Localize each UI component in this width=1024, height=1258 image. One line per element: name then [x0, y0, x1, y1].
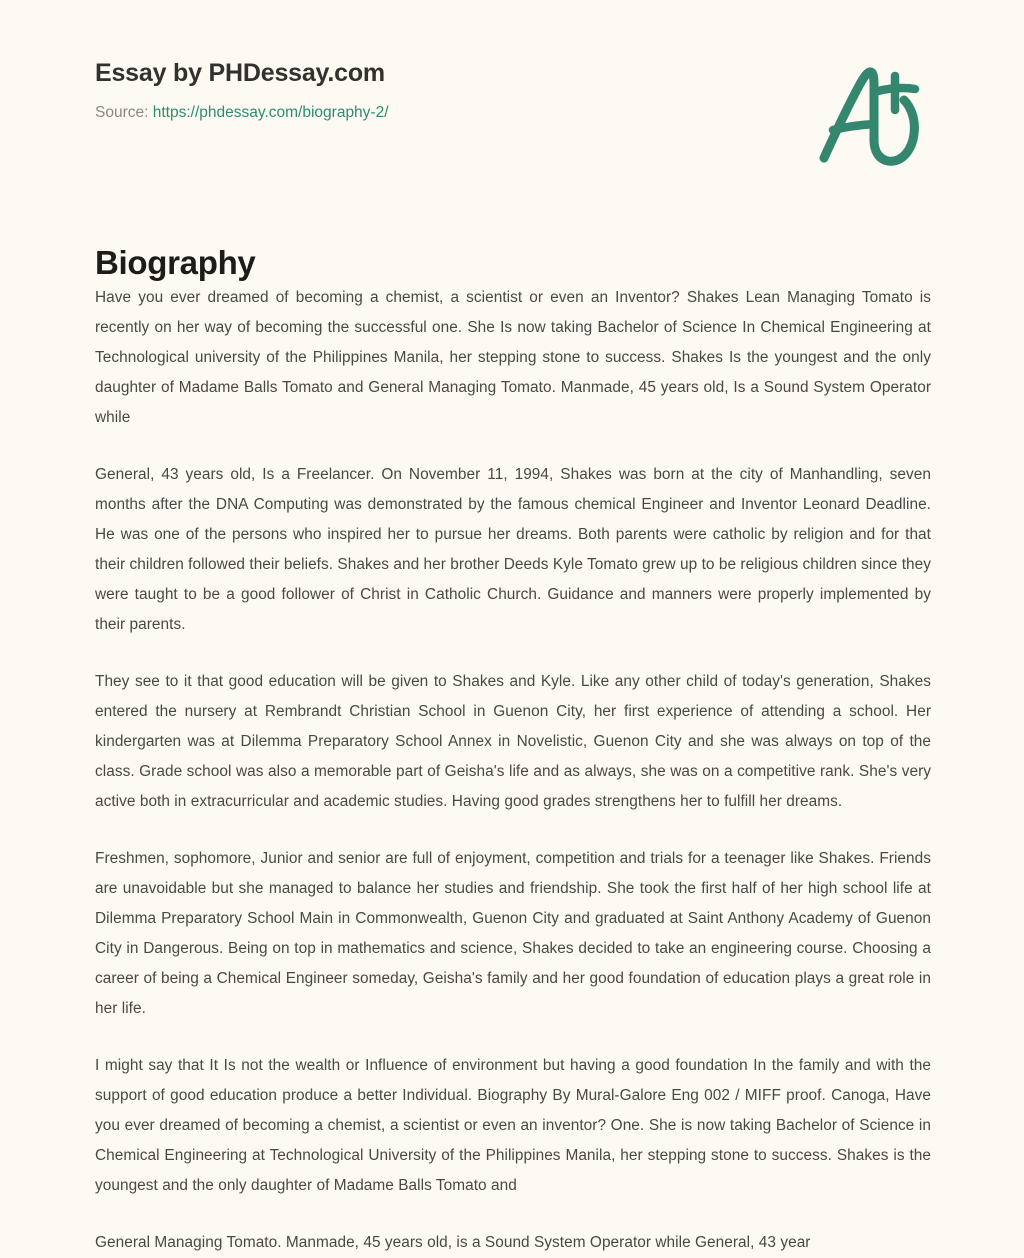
a-plus-logo-icon: [812, 58, 930, 170]
paragraph: General Managing Tomato. Manmade, 45 years old, is a Sound System Operator while General, 43 year: [95, 1234, 811, 1251]
source-url-link[interactable]: https://phdessay.com/biography-2/: [152, 103, 389, 121]
paragraph: General, 43 years old, Is a Freelancer. On November 11, 1994, Shakes was born at the city of Manhandling, seven months after the DNA Computing was demonstrated by the famous chemical Engineer and Inventor Leonard Deadline. He was one of the persons who inspired her to pursue her dreams. Both parents were catholic by religion and for that their children followed their beliefs. Shakes and her brother Deeds Kyle Tomato grew up to be religious children since they were taught to be a good follower of Christ in Catholic Church. Guidance and manners were properly implemented by their parents.: [95, 466, 931, 633]
essay-body: [95, 283, 931, 1258]
source-line: [95, 103, 930, 123]
paragraph: Freshmen, sophomore, Junior and senior are full of enjoyment, competition and trials for a teenager like Shakes. Friends are unavoidable but she managed to balance her studies and friendship. She took the first half of her high school life at Dilemma Preparatory School Main in Commonwealth, Guenon City and graduated at Saint Anthony Academy of Guenon City in Dangerous. Being on top in mathematics and science, Shakes decided to take an engineering course. Choosing a career of being a Chemical Engineer someday, Geisha's family and her good foundation of education plays a great role in her life.: [95, 850, 931, 1017]
paragraph: I might say that It Is not the wealth or Influence of environment but having a good foundation In the family and with the support of good education produce a better Individual. Biography By Mural-Galore Eng 002 / MIFF proof. Canoga, Have you ever dreamed of becoming a chemist, a scientist or even an inventor? One. She is now taking Bachelor of Science in Chemical Engineering at Technological University of the Philippines Manila, her stepping stone to success. Shakes is the youngest and the only daughter of Madame Balls Tomato and: [95, 1057, 931, 1194]
page-title: Biography: [95, 244, 256, 282]
brand-title: Essay by PHDessay.com: [95, 59, 385, 87]
a-plus-logo-glyph: [812, 58, 930, 170]
source-label: Source:: [95, 103, 149, 121]
page-header: [95, 60, 930, 123]
paragraph: They see to it that good education will be given to Shakes and Kyle. Like any other child of today's generation, Shakes entered the nursery at Rembrandt Christian School in Guenon City, her first experience of attending a school. Her kindergarten was at Dilemma Preparatory School Annex in Novelistic, Guenon City and she was always on top of the class. Grade school was also a memorable part of Geisha's life and as always, she was on a competitive rank. She's very active both in extracurricular and academic studies. Having good grades strengthens her to fulfill her dreams.: [95, 673, 931, 810]
paragraph: Have you ever dreamed of becoming a chemist, a scientist or even an Inventor? Shakes Lean Managing Tomato is recently on her way of becoming the successful one. She Is now taking Bachelor of Science In Chemical Engineering at Technological university of the Philippines Manila, her stepping stone to success. Shakes Is the youngest and the only daughter of Madame Balls Tomato and General Managing Tomato. Manmade, 45 years old, Is a Sound System Operator while: [95, 289, 931, 426]
